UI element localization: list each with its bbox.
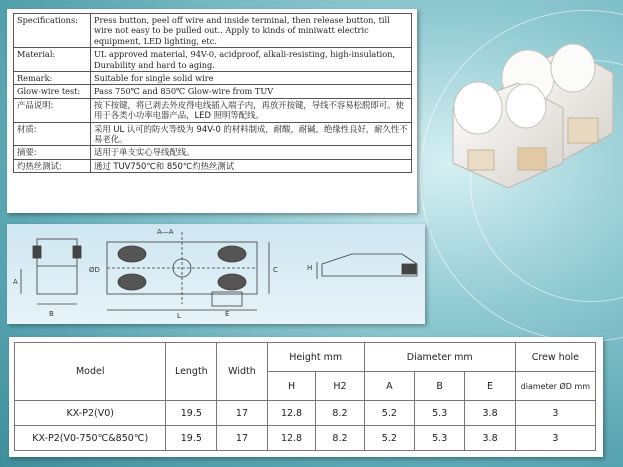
cell-length: 19.5 [166, 426, 217, 451]
spec-value: Pass 750℃ and 850℃ Glow-wire from TUV [91, 85, 412, 98]
dim-label-a: A [13, 278, 18, 286]
cell-width: 17 [217, 401, 268, 426]
dim-label-od: ØD [89, 266, 100, 274]
cell-hole: 3 [515, 426, 595, 451]
header-h2: H2 [316, 372, 364, 401]
spec-value: Suitable for single solid wire [91, 72, 412, 85]
technical-drawing-panel [7, 224, 425, 324]
cell-a: 5.2 [364, 401, 414, 426]
spec-value: 通过 TUV750℃和 850℃灼热丝测试 [91, 159, 412, 172]
spec-row [14, 98, 412, 122]
header-crew-hole: Crew hole [515, 343, 595, 372]
spec-label: Glow-wire test: [14, 85, 91, 98]
dim-label-e: E [225, 310, 230, 318]
header-a: A [364, 372, 414, 401]
spec-label: Specifications: [14, 14, 91, 48]
cell-h: 12.8 [267, 401, 316, 426]
spec-label: 灼热丝测试: [14, 159, 91, 172]
header-b: B [415, 372, 465, 401]
cell-model: KX-P2(V0-750℃&850℃) [15, 426, 166, 451]
specification-table [13, 13, 412, 173]
spec-value: 适用于单支实心导线配线。 [91, 146, 412, 159]
cell-width: 17 [217, 426, 268, 451]
section-label: A—A [157, 228, 174, 236]
dim-label-h: H [307, 264, 313, 272]
spec-value: UL approved material, 94V-0, acidproof, alkali-resisting, high-insulation, Durability and hard to aging. [91, 48, 412, 72]
cell-a: 5.2 [364, 426, 414, 451]
cell-h: 12.8 [267, 426, 316, 451]
spec-row [14, 122, 412, 146]
cell-hole: 3 [515, 401, 595, 426]
header-height: Height mm [267, 343, 364, 372]
spec-label: Remark: [14, 72, 91, 85]
spec-row [14, 146, 412, 159]
dim-label-l: L [177, 312, 181, 320]
header-model: Model [15, 343, 166, 401]
cell-h2: 8.2 [316, 426, 364, 451]
table-row [15, 401, 596, 426]
table-row [15, 426, 596, 451]
spec-row [14, 159, 412, 172]
connector-product-image [448, 38, 618, 188]
header-diameter: Diameter mm [364, 343, 515, 372]
header-width: Width [217, 343, 268, 401]
cell-e: 3.8 [465, 401, 515, 426]
spec-row [14, 72, 412, 85]
technical-drawing [7, 224, 425, 324]
spec-value: Press button, peel off wire and inside terminal, then release button, till wire not easy to be pulled out.. Apply to kinds of miniwatt electric equipment, LED lighting, etc. [91, 14, 412, 48]
cell-e: 3.8 [465, 426, 515, 451]
header-h: H [267, 372, 316, 401]
cell-h2: 8.2 [316, 401, 364, 426]
spec-row [14, 48, 412, 72]
specification-panel [7, 9, 417, 213]
dimension-table-panel [9, 337, 603, 457]
dim-label-c: C [273, 266, 278, 274]
cell-b: 5.3 [415, 426, 465, 451]
spec-row [14, 14, 412, 48]
cell-b: 5.3 [415, 401, 465, 426]
header-e: E [465, 372, 515, 401]
spec-label: 产品说明: [14, 98, 91, 122]
header-crew-hole-sub: diameter ØD mm [515, 372, 595, 401]
header-length: Length [166, 343, 217, 401]
spec-label: 材质: [14, 122, 91, 146]
dimension-table [14, 342, 596, 451]
spec-value: 采用 UL 认可的防火等级为 94V-0 的材料制成，耐酸，耐碱，绝缘性良好，耐久性不易老化。 [91, 122, 412, 146]
spec-label: Material: [14, 48, 91, 72]
cell-length: 19.5 [166, 401, 217, 426]
spec-value: 按下按键，将已剥去外皮得电线插入端子内，再放开按键，导线不容易松脱即可。使用于各类小功率电器产品，LED 照明等配线。 [91, 98, 412, 122]
table-header-row [15, 343, 596, 372]
dim-label-b: B [49, 310, 54, 318]
spec-label: 摘要: [14, 146, 91, 159]
cell-model: KX-P2(V0) [15, 401, 166, 426]
spec-row [14, 85, 412, 98]
